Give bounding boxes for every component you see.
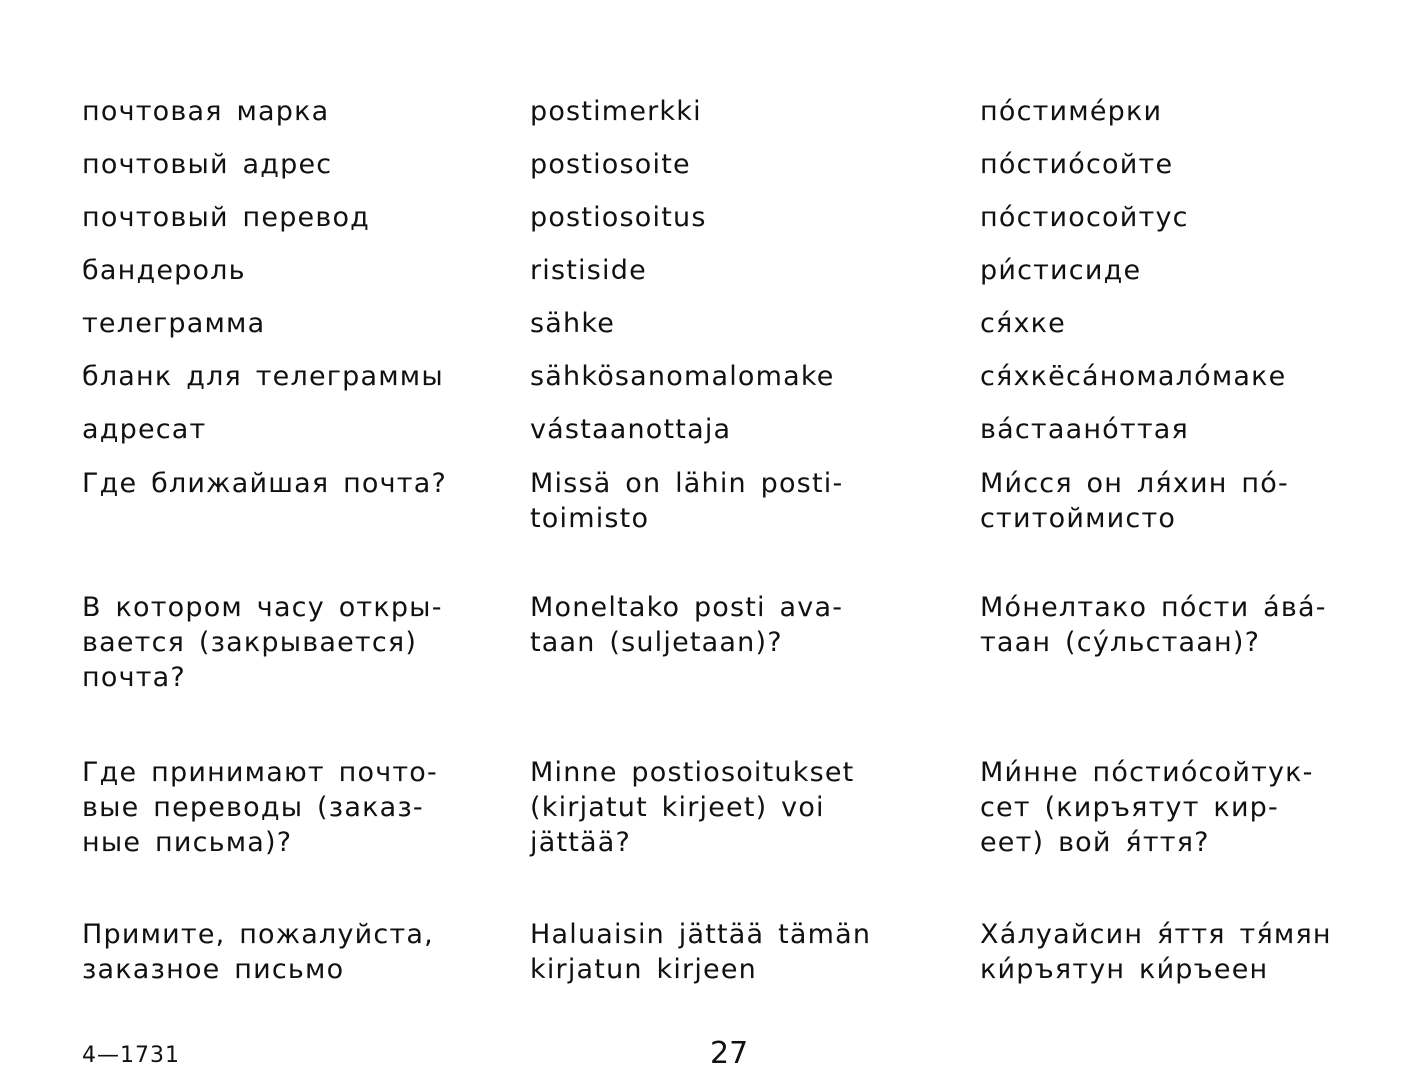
- transcription: Мо́нелтако по́сти а́ва́- таан (су́льстаан)?: [980, 592, 1327, 658]
- russian-phrase: телеграмма: [82, 308, 266, 339]
- russian-phrase: адресат: [82, 414, 207, 445]
- russian-phrase: В котором часу откры- вается (закрывается) почта?: [82, 592, 443, 693]
- finnish-phrase: postiosoite: [530, 149, 691, 180]
- transcription: ся́хке: [980, 308, 1066, 339]
- transcription: ва́стаано́ттая: [980, 414, 1189, 445]
- finnish-phrase: Moneltako posti ava- taan (suljetaan)?: [530, 592, 844, 658]
- finnish-phrase: postiosoitus: [530, 202, 707, 233]
- page-number: 27: [710, 1036, 749, 1071]
- russian-phrase: Примите, пожалуйста, заказное письмо: [82, 919, 434, 985]
- finnish-phrase: Minne postiosoitukset (kirjatut kirjeet) voi jättää?: [530, 757, 855, 858]
- russian-phrase: почтовый адрес: [82, 149, 333, 180]
- russian-phrase: Где ближайшая почта?: [82, 468, 448, 499]
- transcription: ри́стисиде: [980, 255, 1142, 286]
- russian-phrase: Где принимают почто- вые переводы (заказ- ные письма)?: [82, 757, 438, 858]
- finnish-phrase: vástaanottaja: [530, 414, 732, 445]
- finnish-phrase: Missä on lähin posti- toimisto: [530, 468, 844, 534]
- transcription: Ми́нне по́стио́сойтук- сет (киръятут кир- еет) вой я́ття?: [980, 757, 1314, 858]
- russian-phrase: бандероль: [82, 255, 246, 286]
- russian-phrase: почтовый перевод: [82, 202, 371, 233]
- finnish-phrase: sähke: [530, 308, 616, 339]
- transcription: по́стио́сойте: [980, 149, 1174, 180]
- transcription: по́стиме́рки: [980, 96, 1163, 127]
- finnish-phrase: postimerkki: [530, 96, 702, 127]
- finnish-phrase: sähkösanomalomake: [530, 361, 835, 392]
- russian-phrase: бланк для телеграммы: [82, 361, 444, 392]
- transcription: по́стиосойтус: [980, 202, 1189, 233]
- printer-signature: 4—1731: [82, 1043, 180, 1068]
- transcription: Ми́сся он ля́хин по́- ститоймисто: [980, 468, 1289, 534]
- russian-phrase: почтовая марка: [82, 96, 330, 127]
- finnish-phrase: Haluaisin jättää tämän kirjatun kirjeen: [530, 919, 872, 985]
- finnish-phrase: ristiside: [530, 255, 647, 286]
- transcription: Ха́луайсин я́ття тя́мян ки́ръятун ки́ръеен: [980, 919, 1332, 985]
- transcription: ся́хкёса́номало́маке: [980, 361, 1287, 392]
